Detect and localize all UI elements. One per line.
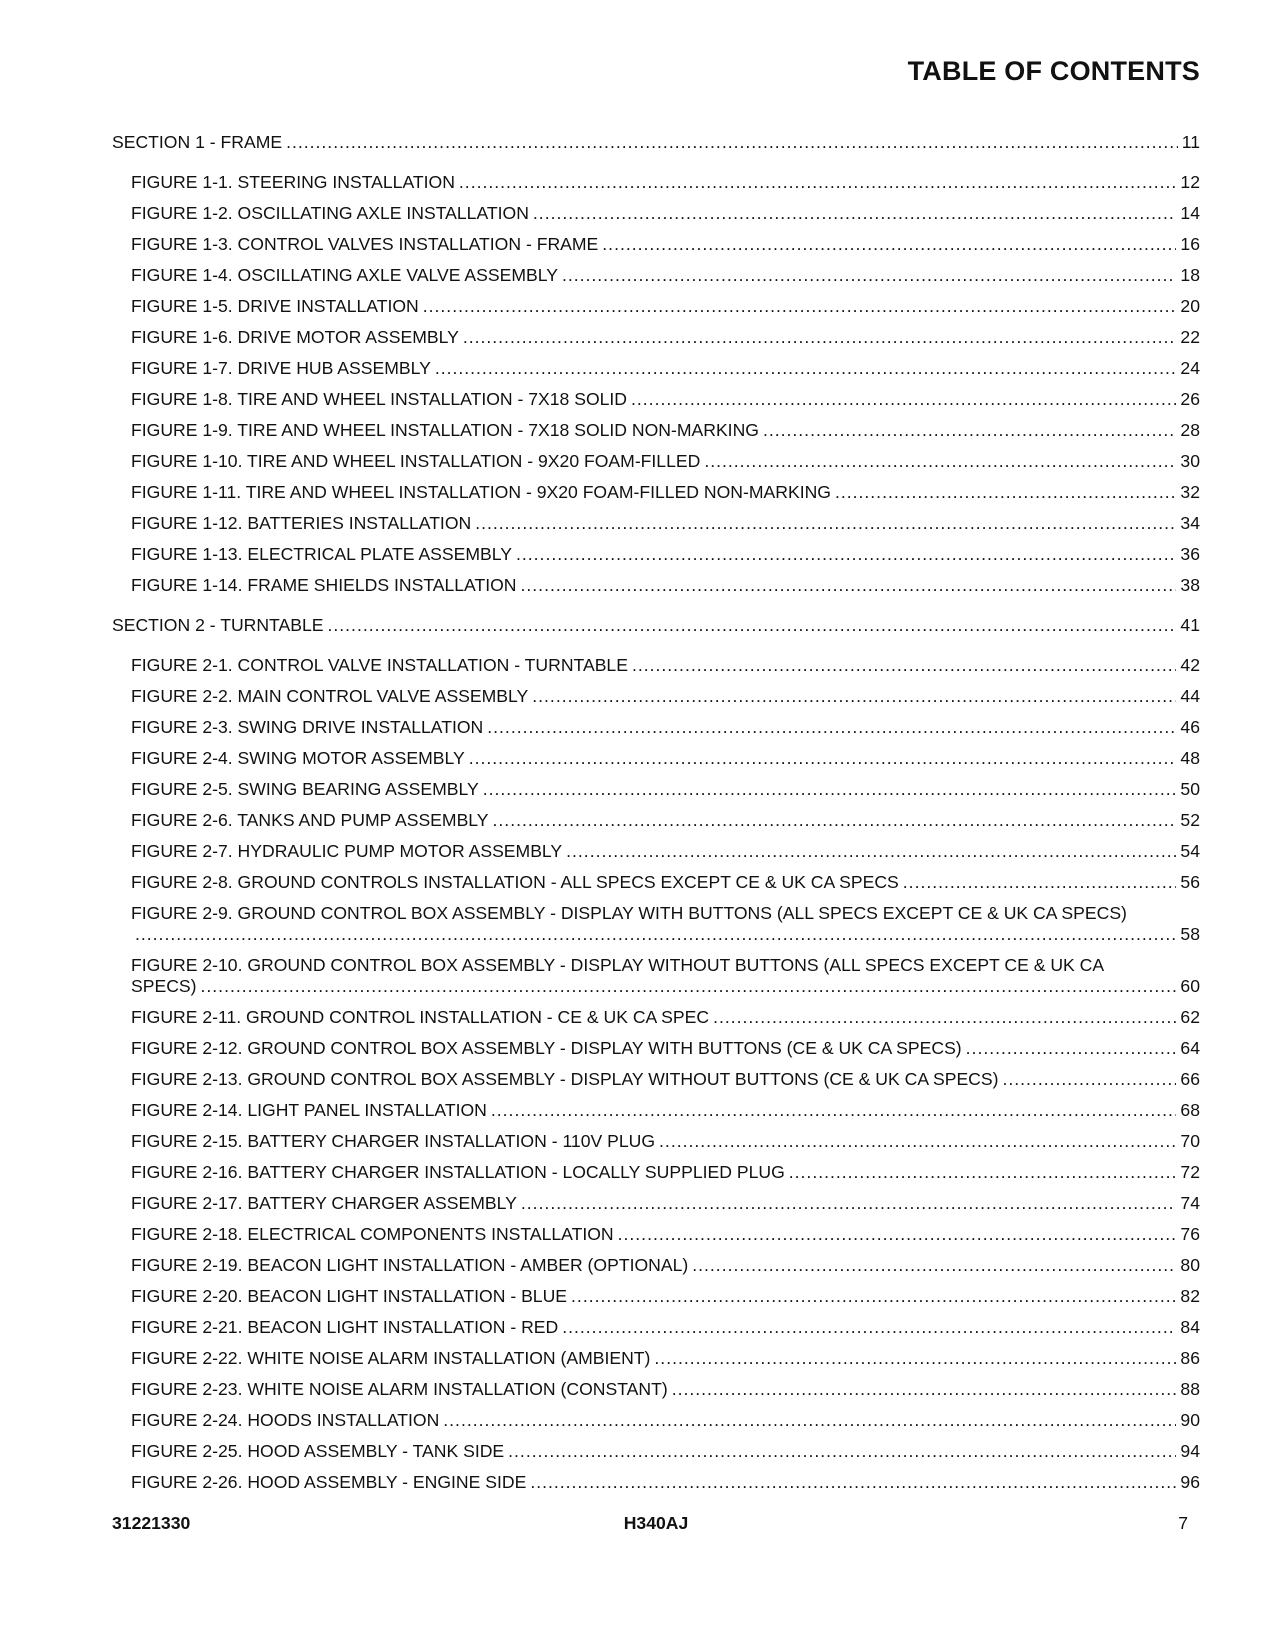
toc-page-number: 14 <box>1180 203 1200 223</box>
toc-page-number: 54 <box>1180 841 1200 861</box>
toc-figure-entry[interactable] <box>112 810 1200 831</box>
toc-figure-entry[interactable] <box>112 1038 1200 1059</box>
toc-page-number: 24 <box>1180 358 1200 378</box>
dot-leader <box>903 872 1177 893</box>
toc-page-number: 56 <box>1180 872 1200 892</box>
toc-figure-entry[interactable] <box>112 1348 1200 1369</box>
dot-leader <box>704 451 1176 472</box>
toc-entry-title: FIGURE 2-5. SWING BEARING ASSEMBLY <box>131 779 479 799</box>
toc-figure-entry[interactable] <box>112 575 1200 596</box>
toc-figure-entry[interactable] <box>112 686 1200 707</box>
toc-entry-title: FIGURE 2-3. SWING DRIVE INSTALLATION <box>131 717 484 737</box>
dot-leader <box>571 1286 1176 1307</box>
toc-page-number: 22 <box>1180 327 1200 347</box>
dot-leader <box>469 748 1177 769</box>
toc-page-number: 42 <box>1180 655 1200 675</box>
dot-leader <box>491 1100 1177 1121</box>
dot-leader <box>459 172 1177 193</box>
toc-page-number: 46 <box>1180 717 1200 737</box>
dot-leader <box>328 615 1177 636</box>
dot-leader <box>966 1038 1177 1059</box>
dot-leader <box>618 1224 1177 1245</box>
toc-figure-entry[interactable] <box>112 1069 1200 1090</box>
toc-figure-entry[interactable] <box>112 482 1200 503</box>
dot-leader <box>713 1007 1176 1028</box>
toc-page-number: 84 <box>1180 1317 1200 1337</box>
toc-entry-title: FIGURE 2-13. GROUND CONTROL BOX ASSEMBLY - DISPLAY WITHOUT BUTTONS (CE & UK CA SPECS) <box>131 1069 999 1089</box>
toc-entry-title: SECTION 2 - TURNTABLE <box>112 615 324 635</box>
toc-entry-title: FIGURE 2-2. MAIN CONTROL VALVE ASSEMBLY <box>131 686 529 706</box>
toc-entry-title: FIGURE 1-6. DRIVE MOTOR ASSEMBLY <box>131 327 459 347</box>
dot-leader <box>602 234 1176 255</box>
toc-figure-entry[interactable] <box>112 955 1200 997</box>
dot-leader <box>692 1255 1176 1276</box>
toc-figure-entry[interactable] <box>112 1286 1200 1307</box>
toc-figure-entry[interactable] <box>112 1162 1200 1183</box>
toc-page-number: 96 <box>1180 1472 1200 1492</box>
dot-leader <box>508 1441 1176 1462</box>
toc-page-number: 30 <box>1180 451 1200 471</box>
toc-page-number: 34 <box>1180 513 1200 533</box>
toc-figure-entry[interactable] <box>112 172 1200 193</box>
page-title: TABLE OF CONTENTS <box>907 56 1200 86</box>
toc-figure-entry[interactable] <box>112 1317 1200 1338</box>
toc-page-number: 90 <box>1180 1410 1200 1430</box>
toc-entry-title: FIGURE 2-24. HOODS INSTALLATION <box>131 1410 440 1430</box>
toc-figure-entry[interactable] <box>112 655 1200 676</box>
toc-figure-entry[interactable] <box>112 717 1200 738</box>
toc-entry-title: FIGURE 1-1. STEERING INSTALLATION <box>131 172 455 192</box>
dot-leader <box>1002 1069 1176 1090</box>
toc-page-number: 52 <box>1180 810 1200 830</box>
toc-figure-entry[interactable] <box>112 872 1200 893</box>
toc-figure-entry[interactable] <box>112 1410 1200 1431</box>
toc-entry-title: FIGURE 2-12. GROUND CONTROL BOX ASSEMBLY - DISPLAY WITH BUTTONS (CE & UK CA SPECS) <box>131 1038 962 1058</box>
toc-figure-entry[interactable] <box>112 1224 1200 1245</box>
toc-figure-entry[interactable] <box>112 1100 1200 1121</box>
toc-figure-entry[interactable] <box>112 748 1200 769</box>
toc-entry-title: FIGURE 1-10. TIRE AND WHEEL INSTALLATION - 9X20 FOAM-FILLED <box>131 451 701 471</box>
toc-entry-title: FIGURE 2-14. LIGHT PANEL INSTALLATION <box>131 1100 487 1120</box>
dot-leader <box>435 358 1177 379</box>
toc-section-entry[interactable] <box>112 132 1200 153</box>
dot-leader <box>632 655 1176 676</box>
toc-figure-entry[interactable] <box>112 1007 1200 1028</box>
toc-figure-entry[interactable] <box>112 327 1200 348</box>
toc-figure-entry[interactable] <box>112 358 1200 379</box>
toc-page-number: 70 <box>1180 1131 1200 1151</box>
toc-page-number: 11 <box>1181 132 1200 152</box>
toc-figure-entry[interactable] <box>112 1131 1200 1152</box>
toc-entry-title: FIGURE 2-21. BEACON LIGHT INSTALLATION - RED <box>131 1317 559 1337</box>
toc-figure-entry[interactable] <box>112 234 1200 255</box>
toc-entry-title: FIGURE 2-1. CONTROL VALVE INSTALLATION - TURNTABLE <box>131 655 628 675</box>
dot-leader <box>562 265 1176 286</box>
toc-figure-entry[interactable] <box>112 1441 1200 1462</box>
dot-leader <box>463 327 1177 348</box>
footer-doc-number: 31221330 <box>112 1513 191 1533</box>
toc-page-number: 60 <box>1180 976 1200 996</box>
dot-leader <box>532 686 1176 707</box>
dot-leader <box>533 203 1177 224</box>
toc-entry-title: FIGURE 2-26. HOOD ASSEMBLY - ENGINE SIDE <box>131 1472 527 1492</box>
footer-model: H340AJ <box>623 1513 689 1533</box>
toc-entry-title: FIGURE 2-9. GROUND CONTROL BOX ASSEMBLY - DISPLAY WITH BUTTONS (ALL SPECS EXCEPT CE & UK CA SPECS) <box>131 903 1127 923</box>
toc-figure-entry[interactable] <box>112 779 1200 800</box>
toc-page-number: 86 <box>1180 1348 1200 1368</box>
dot-leader <box>631 389 1176 410</box>
toc-entry-title: FIGURE 2-25. HOOD ASSEMBLY - TANK SIDE <box>131 1441 505 1461</box>
toc-page-number: 64 <box>1180 1038 1200 1058</box>
dot-leader <box>654 1348 1176 1369</box>
toc-section-entry[interactable] <box>112 615 1200 636</box>
table-of-contents <box>112 132 1200 1503</box>
toc-entry-title: FIGURE 2-7. HYDRAULIC PUMP MOTOR ASSEMBLY <box>131 841 563 861</box>
toc-page-number: 36 <box>1180 544 1200 564</box>
toc-entry-title: FIGURE 1-2. OSCILLATING AXLE INSTALLATION <box>131 203 529 223</box>
toc-page-number: 12 <box>1180 172 1200 192</box>
dot-leader <box>135 924 1176 945</box>
toc-figure-entry[interactable] <box>112 513 1200 534</box>
toc-entry-title: FIGURE 1-5. DRIVE INSTALLATION <box>131 296 419 316</box>
dot-leader <box>201 976 1177 997</box>
toc-page-number: 18 <box>1180 265 1200 285</box>
toc-figure-entry[interactable] <box>112 1472 1200 1493</box>
dot-leader <box>789 1162 1177 1183</box>
toc-page-number: 38 <box>1180 575 1200 595</box>
toc-page-number: 16 <box>1180 234 1200 254</box>
toc-entry-title: FIGURE 1-12. BATTERIES INSTALLATION <box>131 513 472 533</box>
toc-page-number: 28 <box>1180 420 1200 440</box>
toc-entry-title: FIGURE 2-20. BEACON LIGHT INSTALLATION - BLUE <box>131 1286 568 1306</box>
dot-leader <box>521 575 1177 596</box>
toc-figure-entry[interactable] <box>112 265 1200 286</box>
toc-page-number: 48 <box>1180 748 1200 768</box>
toc-page-number: 88 <box>1180 1379 1200 1399</box>
toc-page-number: 50 <box>1180 779 1200 799</box>
dot-leader <box>516 544 1176 565</box>
toc-page-number: 68 <box>1180 1100 1200 1120</box>
toc-page-number: 58 <box>1180 924 1200 944</box>
toc-entry-title: FIGURE 1-7. DRIVE HUB ASSEMBLY <box>131 358 431 378</box>
toc-page-number: 76 <box>1180 1224 1200 1244</box>
toc-page-number: 82 <box>1180 1286 1200 1306</box>
toc-page-number: 94 <box>1180 1441 1200 1461</box>
toc-entry-title: FIGURE 1-11. TIRE AND WHEEL INSTALLATION - 9X20 FOAM-FILLED NON-MARKING <box>131 482 831 502</box>
toc-page-number: 80 <box>1180 1255 1200 1275</box>
toc-entry-title: FIGURE 2-17. BATTERY CHARGER ASSEMBLY <box>131 1193 517 1213</box>
toc-entry-title: FIGURE 2-4. SWING MOTOR ASSEMBLY <box>131 748 465 768</box>
dot-leader <box>423 296 1177 317</box>
toc-page-number: 41 <box>1180 615 1200 635</box>
toc-entry-title: FIGURE 1-9. TIRE AND WHEEL INSTALLATION - 7X18 SOLID NON-MARKING <box>131 420 759 440</box>
dot-leader <box>286 132 1178 153</box>
toc-entry-title: FIGURE 2-18. ELECTRICAL COMPONENTS INSTALLATION <box>131 1224 614 1244</box>
toc-figure-entry[interactable] <box>112 389 1200 410</box>
dot-leader <box>835 482 1176 503</box>
dot-leader <box>521 1193 1177 1214</box>
toc-figure-entry[interactable] <box>112 1255 1200 1276</box>
toc-page-number: 74 <box>1180 1193 1200 1213</box>
page-footer <box>112 1513 1200 1537</box>
toc-entry-title: FIGURE 1-4. OSCILLATING AXLE VALVE ASSEMBLY <box>131 265 558 285</box>
dot-leader <box>566 841 1176 862</box>
toc-page-number: 72 <box>1180 1162 1200 1182</box>
toc-entry-title: FIGURE 2-11. GROUND CONTROL INSTALLATION - CE & UK CA SPEC <box>131 1007 710 1027</box>
toc-entry-title: FIGURE 1-8. TIRE AND WHEEL INSTALLATION - 7X18 SOLID <box>131 389 628 409</box>
toc-figure-entry[interactable] <box>112 841 1200 862</box>
toc-figure-entry[interactable] <box>112 1379 1200 1400</box>
dot-leader <box>763 420 1176 441</box>
footer-page-number: 7 <box>1178 1513 1188 1533</box>
toc-entry-title: FIGURE 2-19. BEACON LIGHT INSTALLATION - AMBER (OPTIONAL) <box>131 1255 689 1275</box>
toc-page-number: 32 <box>1180 482 1200 502</box>
toc-entry-title: FIGURE 2-6. TANKS AND PUMP ASSEMBLY <box>131 810 489 830</box>
toc-entry-title: FIGURE 2-22. WHITE NOISE ALARM INSTALLATION (AMBIENT) <box>131 1348 651 1368</box>
toc-page-number: 62 <box>1180 1007 1200 1027</box>
toc-figure-entry[interactable] <box>112 1193 1200 1214</box>
dot-leader <box>672 1379 1177 1400</box>
toc-page-number: 20 <box>1180 296 1200 316</box>
toc-page-number: 44 <box>1180 686 1200 706</box>
dot-leader <box>443 1410 1176 1431</box>
toc-entry-title: FIGURE 2-23. WHITE NOISE ALARM INSTALLATION (CONSTANT) <box>131 1379 668 1399</box>
toc-entry-title-continued: SPECS) <box>131 976 197 996</box>
dot-leader <box>483 779 1177 800</box>
dot-leader <box>487 717 1176 738</box>
toc-figure-entry[interactable] <box>112 420 1200 441</box>
toc-entry-title: FIGURE 2-15. BATTERY CHARGER INSTALLATION - 110V PLUG <box>131 1131 656 1151</box>
dot-leader <box>562 1317 1176 1338</box>
toc-entry-title: FIGURE 1-13. ELECTRICAL PLATE ASSEMBLY <box>131 544 512 564</box>
toc-entry-title: FIGURE 2-10. GROUND CONTROL BOX ASSEMBLY - DISPLAY WITHOUT BUTTONS (ALL SPECS EXCEPT CE & UK CA <box>131 955 1105 975</box>
toc-figure-entry[interactable] <box>112 203 1200 224</box>
toc-page-number: 66 <box>1180 1069 1200 1089</box>
toc-entry-title: FIGURE 2-8. GROUND CONTROLS INSTALLATION - ALL SPECS EXCEPT CE & UK CA SPECS <box>131 872 899 892</box>
toc-entry-title: FIGURE 2-16. BATTERY CHARGER INSTALLATION - LOCALLY SUPPLIED PLUG <box>131 1162 785 1182</box>
toc-page-number: 26 <box>1180 389 1200 409</box>
toc-entry-title: FIGURE 1-14. FRAME SHIELDS INSTALLATION <box>131 575 517 595</box>
toc-figure-entry[interactable] <box>112 544 1200 565</box>
toc-figure-entry[interactable] <box>112 296 1200 317</box>
dot-leader <box>530 1472 1176 1493</box>
dot-leader <box>475 513 1176 534</box>
dot-leader <box>493 810 1177 831</box>
toc-figure-entry[interactable] <box>112 451 1200 472</box>
dot-leader <box>659 1131 1176 1152</box>
toc-entry-title: FIGURE 1-3. CONTROL VALVES INSTALLATION - FRAME <box>131 234 599 254</box>
toc-entry-title: SECTION 1 - FRAME <box>112 132 283 152</box>
toc-figure-entry[interactable] <box>112 903 1200 945</box>
